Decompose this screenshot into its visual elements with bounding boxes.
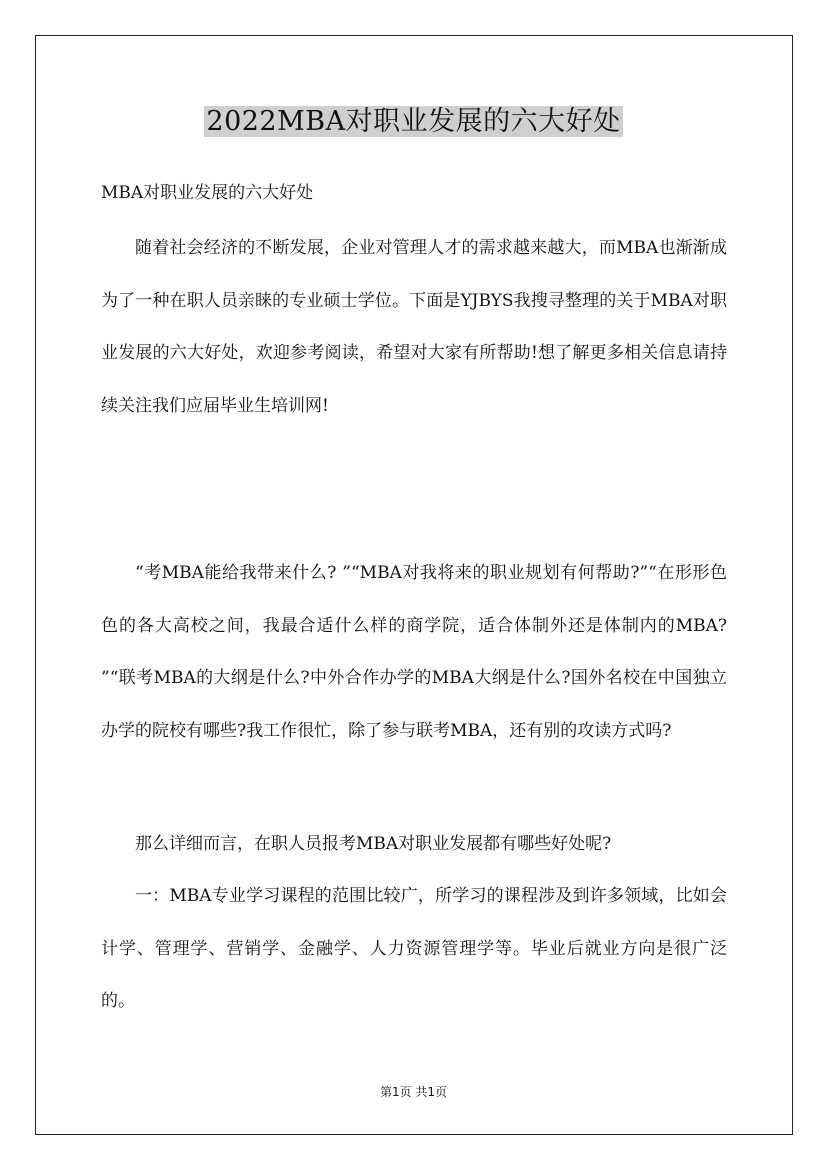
document-title-text: 2022MBA对职业发展的六大好处 [206,106,621,137]
paragraph-benefit-one: 一：MBA专业学习课程的范围比较广，所学习的课程涉及到许多领域，比如会计学、管理学、营销学、金融学、人力资源管理学等。毕业后就业方向是很广泛的。 [101,886,727,1011]
page-footer: 第1页 共1页 [379,1085,448,1099]
document-subtitle: MBA对职业发展的六大好处 [101,183,314,203]
paragraph-intro: 随着社会经济的不断发展，企业对管理人才的需求越来越大，而MBA也渐渐成为了一种在职人员亲睐的专业硕士学位。下面是YJBYS我搜寻整理的关于MBA对职业发展的六大好处，欢迎参考阅读，希望对大家有所帮助!想了解更多相关信息请持续关注我们应届毕业生培训网! [101,238,727,416]
paragraph-questions: “考MBA能给我带来什么? ”“MBA对我将来的职业规划有何帮助?”“在形形色色的各大高校之间，我最合适什么样的商学院，适合体制外还是体制内的MBA? ”“联考MBA的大纲是什么?中外合作办学的MBA大纲是什么?国外名校在中国独立办学的院校有哪些?我工作很忙，除了参与联考MBA，还有别的攻读方式吗? [101,563,727,741]
document-title [0,96,827,148]
paragraph-transition: 那么详细而言，在职人员报考MBA对职业发展都有哪些好处呢? [135,834,612,854]
